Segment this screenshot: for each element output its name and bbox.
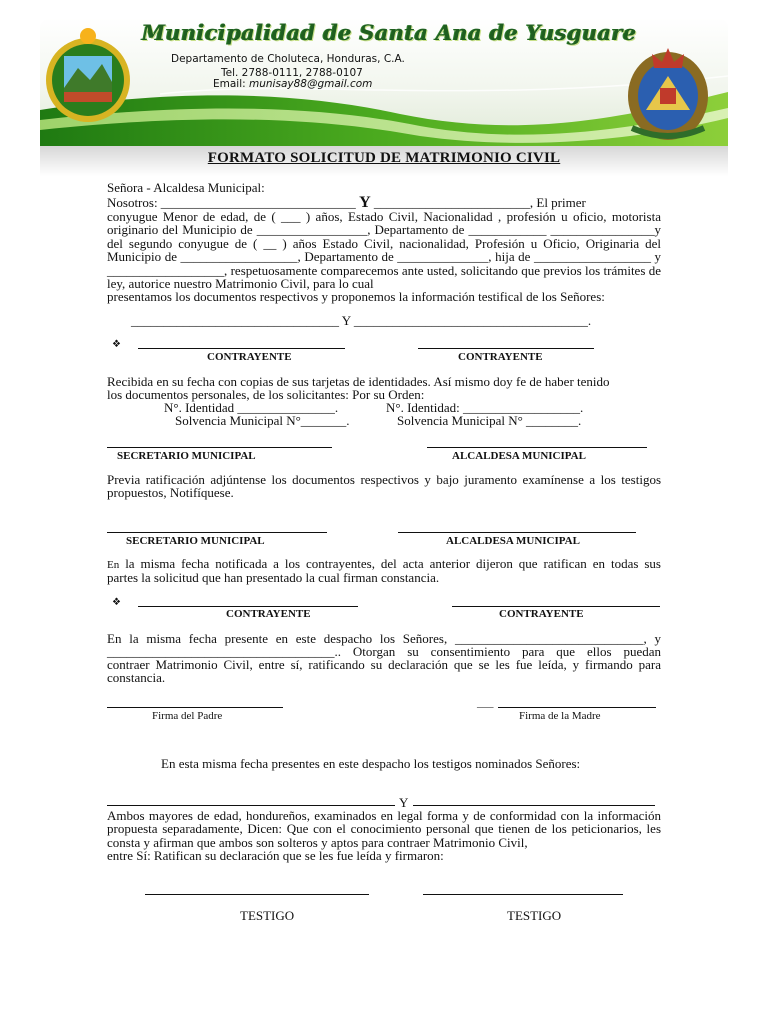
letterhead: [40, 18, 728, 146]
signature-line: [107, 805, 395, 806]
witness-proposal-line: ________________________________ Y ____________________________________.: [131, 313, 592, 328]
diamond-bullet-icon: ❖: [112, 339, 121, 350]
signature-line: [107, 707, 283, 708]
solvencia-2: Solvencia Municipal N° ________.: [397, 413, 582, 428]
signature-line: [413, 805, 655, 806]
id-1: N°. Identidad _______________.: [164, 400, 339, 415]
witnesses-intro: En esta misma fecha presentes en este despacho los testigos nominados Señores:: [161, 756, 581, 771]
contrayente-label: CONTRAYENTE: [207, 351, 292, 363]
mother-line-prefix: ___: [477, 697, 494, 709]
witnesses-last: entre Sí: Ratifican su declaración que se les fue leída y firmaron:: [107, 848, 444, 863]
email-line: [213, 78, 372, 90]
signature-line: [138, 348, 345, 349]
received-text-1: Recibida en su fecha con copias de sus tarjetas de identidades. Así mismo doy fe de haber tenido: [107, 374, 610, 389]
testigo-label: TESTIGO: [507, 908, 562, 923]
alcaldesa-label: ALCALDESA MUNICIPAL: [452, 450, 586, 462]
signature-line: [138, 606, 358, 607]
email-label: Email:: [213, 78, 246, 90]
contrayente-label: CONTRAYENTE: [499, 608, 584, 620]
mother-signature-label: Firma de la Madre: [519, 710, 601, 722]
signature-line: [107, 532, 327, 533]
notification-prefix: En: [107, 559, 120, 571]
intro-line-1-y: Y: [359, 194, 371, 211]
intro-line-1-prefix: Nosotros: ______________________________: [107, 195, 356, 210]
notification-rest: la misma fecha notificada a los contrayentes, del acta anterior dijeron que ratifican en todas sus: [119, 556, 661, 571]
intro-line-1: [107, 196, 586, 209]
signature-line: [107, 447, 332, 448]
parents-line-3: contraer Matrimonio Civil, entre sí, ratificando su declaración que se les fue leída, y firmando para: [107, 657, 661, 672]
contrayente-label: CONTRAYENTE: [226, 608, 311, 620]
contrayente-label: CONTRAYENTE: [458, 351, 543, 363]
received-text-2: los documentos personales, de los solicitantes: Por su Orden:: [107, 387, 425, 402]
alcaldesa-label: ALCALDESA MUNICIPAL: [446, 535, 580, 547]
intro-body: conyugue Menor de edad, de ( ___ ) años, Estado Civil, Nacionalidad , profesión u oficio, motorista originario del Municipio de _________________, Departamento de ____________ ________________y del segundo conyugue de ( __ ) años Estado Civil, nacionalidad, Profesión u Oficio, Originaria del Municipio de __________________, Departamento de ______________, hija de __________________ y __________________, respetuosamente comparecemos ante usted, solicitando que previos los trámites de ley, autorice nuestro Matrimonio Civil, para lo cual: [107, 209, 661, 292]
parents-line-4: constancia.: [107, 670, 166, 685]
secretario-label: SECRETARIO MUNICIPAL: [126, 535, 265, 547]
department-line: Departamento de Choluteca, Honduras, C.A.: [171, 53, 405, 65]
municipality-title: Municipalidad de Santa Ana de Yusguare: [142, 20, 637, 45]
signature-line: [418, 348, 594, 349]
secretario-label: SECRETARIO MUNICIPAL: [117, 450, 256, 462]
signature-line: [423, 894, 623, 895]
phone-line: Tel. 2788-0111, 2788-0107: [221, 67, 363, 79]
father-signature-label: Firma del Padre: [152, 710, 223, 722]
salutation: Señora - Alcaldesa Municipal:: [107, 180, 265, 195]
signature-line: [498, 707, 656, 708]
witnesses-body: Ambos mayores de edad, hondureños, examinados en legal forma y de conformidad con la información propuesta separadamente, Dicen: Que con el conocimiento personal que tienen de los peticionarios, les consta y afirman que ambos son solteros y aptos para contraer Matrimonio Civil,: [107, 808, 661, 850]
signature-line: [427, 447, 647, 448]
diamond-bullet-icon: ❖: [112, 597, 121, 608]
id-2: N°. Identidad: __________________.: [386, 400, 584, 415]
intro-line-1-suffix: ________________________, El primer: [373, 195, 586, 210]
notification-text-2: partes la solicitud que han presentado la cual firman constancia.: [107, 570, 440, 585]
solvencia-1: Solvencia Municipal N°_______.: [175, 413, 350, 428]
ratification-text: Previa ratificación adjúntense los documentos respectivos y bajo juramento examínense a los testigos propuestos, Notifíquese.: [107, 472, 661, 501]
parents-line-1: En la misma fecha presente en este despacho los Señores, _____________________________, y: [107, 631, 661, 646]
witnesses-y: Y: [399, 795, 409, 810]
email-address[interactable]: munisay88@gmail.com: [249, 78, 373, 90]
signature-line: [398, 532, 636, 533]
signature-line: [145, 894, 369, 895]
intro-last: presentamos los documentos respectivos y proponemos la información testifical de los Señores:: [107, 289, 605, 304]
testigo-label: TESTIGO: [240, 908, 295, 923]
parents-line-2: ___________________________________.. Otorgan su consentimiento para que ellos puedan: [107, 644, 661, 659]
document-title: FORMATO SOLICITUD DE MATRIMONIO CIVIL: [207, 150, 561, 166]
signature-line: [452, 606, 660, 607]
